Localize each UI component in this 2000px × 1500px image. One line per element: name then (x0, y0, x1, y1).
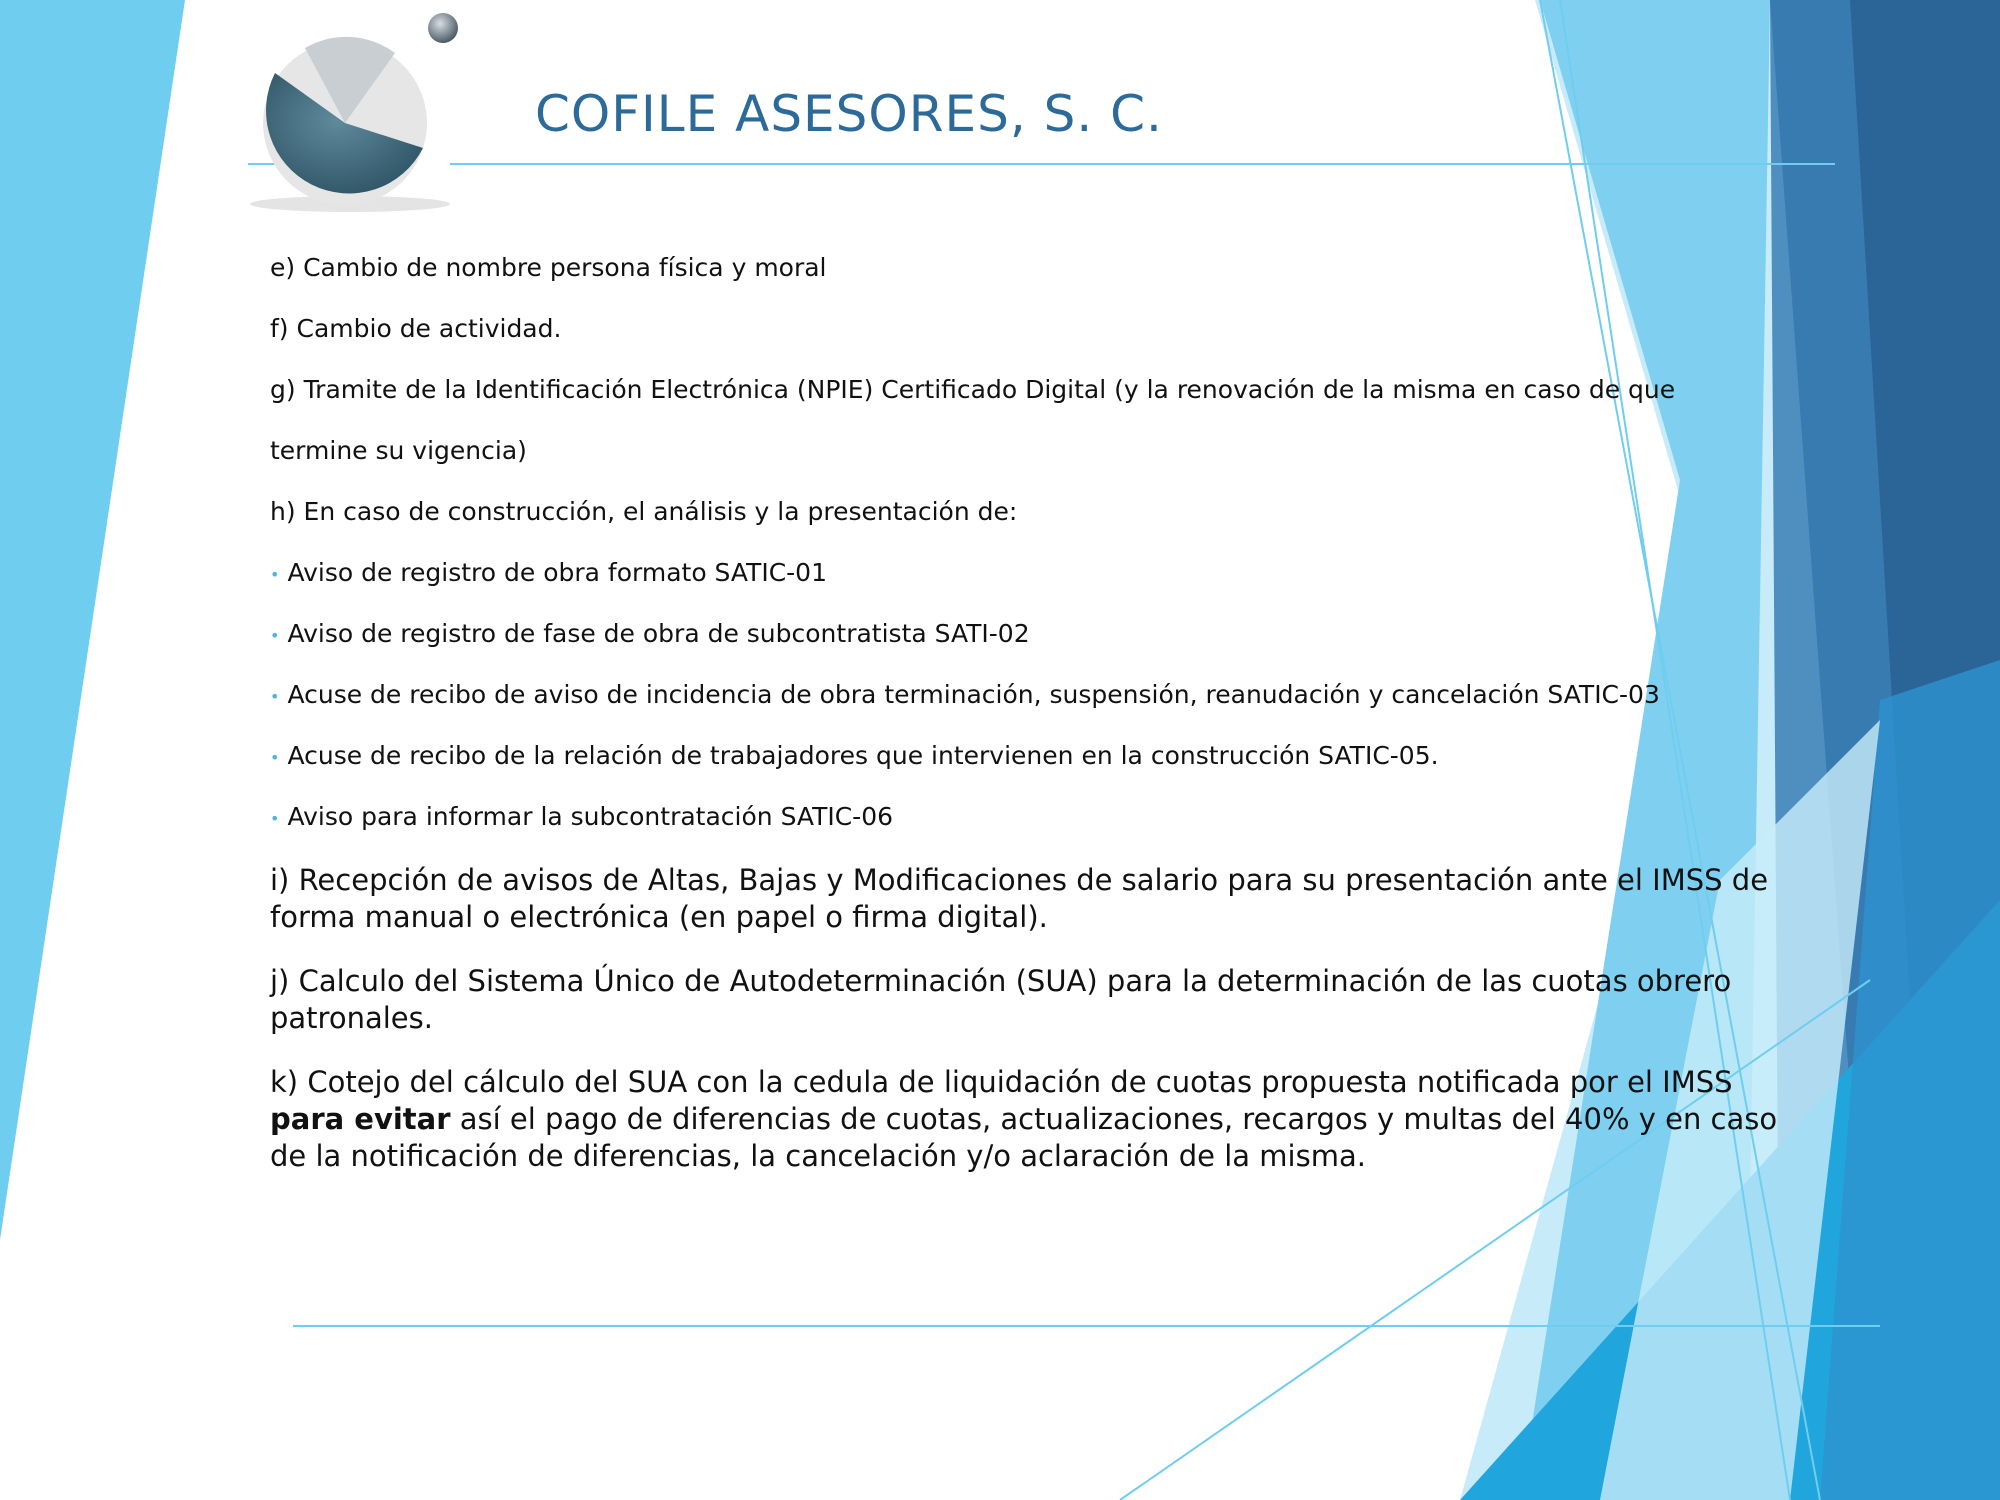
paragraph-j: j) Calculo del Sistema Único de Autodeterminación (SUA) para la determinación de las cuotas obrero patronales. (270, 964, 1732, 1035)
bullet-text: Aviso de registro de fase de obra de subcontratista SATI-02 (287, 619, 1030, 648)
cofile-logo (245, 8, 470, 218)
left-triangle-shape (0, 0, 185, 1240)
page-title: COFILE ASESORES, S. C. (535, 85, 1163, 143)
paragraph-k (270, 1064, 1800, 1175)
item-g-line1: g) Tramite de la Identificación Electrónica (NPIE) Certificado Digital (y la renovación de la misma en caso de que (270, 375, 1676, 404)
item-e: e) Cambio de nombre persona física y moral (270, 253, 827, 282)
bullet-item (270, 619, 1030, 648)
item-g-line2: termine su vigencia) (270, 436, 527, 465)
bullet-icon: • (270, 686, 280, 706)
paragraph-k-bold: para evitar (270, 1102, 451, 1136)
bullet-item (270, 558, 827, 587)
bullet-text: Aviso de registro de obra formato SATIC-01 (287, 558, 827, 587)
bullet-text: Acuse de recibo de la relación de trabajadores que intervienen en la construcción SATIC-05. (287, 741, 1439, 770)
bullet-item (270, 802, 893, 831)
item-f: f) Cambio de actividad. (270, 314, 562, 343)
bullet-icon: • (270, 747, 280, 767)
bullet-text: Aviso para informar la subcontratación SATIC-06 (287, 802, 894, 831)
logo-ball (428, 13, 458, 43)
paragraph-k-start: k) Cotejo del cálculo del SUA con la cedula de liquidación de cuotas propuesta notificada por el IMSS (270, 1065, 1733, 1099)
bullet-icon: • (270, 808, 280, 828)
bullet-icon: • (270, 564, 280, 584)
item-h: h) En caso de construcción, el análisis y la presentación de: (270, 497, 1018, 526)
paragraph-i: i) Recepción de avisos de Altas, Bajas y Modificaciones de salario para su presentación ante el IMSS de forma manual o electrónica (en papel o firma digital). (270, 863, 1769, 934)
bullet-icon: • (270, 625, 280, 645)
paragraph-k-end: así el pago de diferencias de cuotas, actualizaciones, recargos y multas del 40% y en caso de la notificación de diferencias, la cancelación y/o aclaración de la misma. (270, 1102, 1778, 1173)
bullet-text: Acuse de recibo de aviso de incidencia de obra terminación, suspensión, reanudación y cancelación SATIC-03 (287, 680, 1660, 709)
bullet-item (270, 741, 1439, 770)
bullet-item (270, 680, 1660, 709)
